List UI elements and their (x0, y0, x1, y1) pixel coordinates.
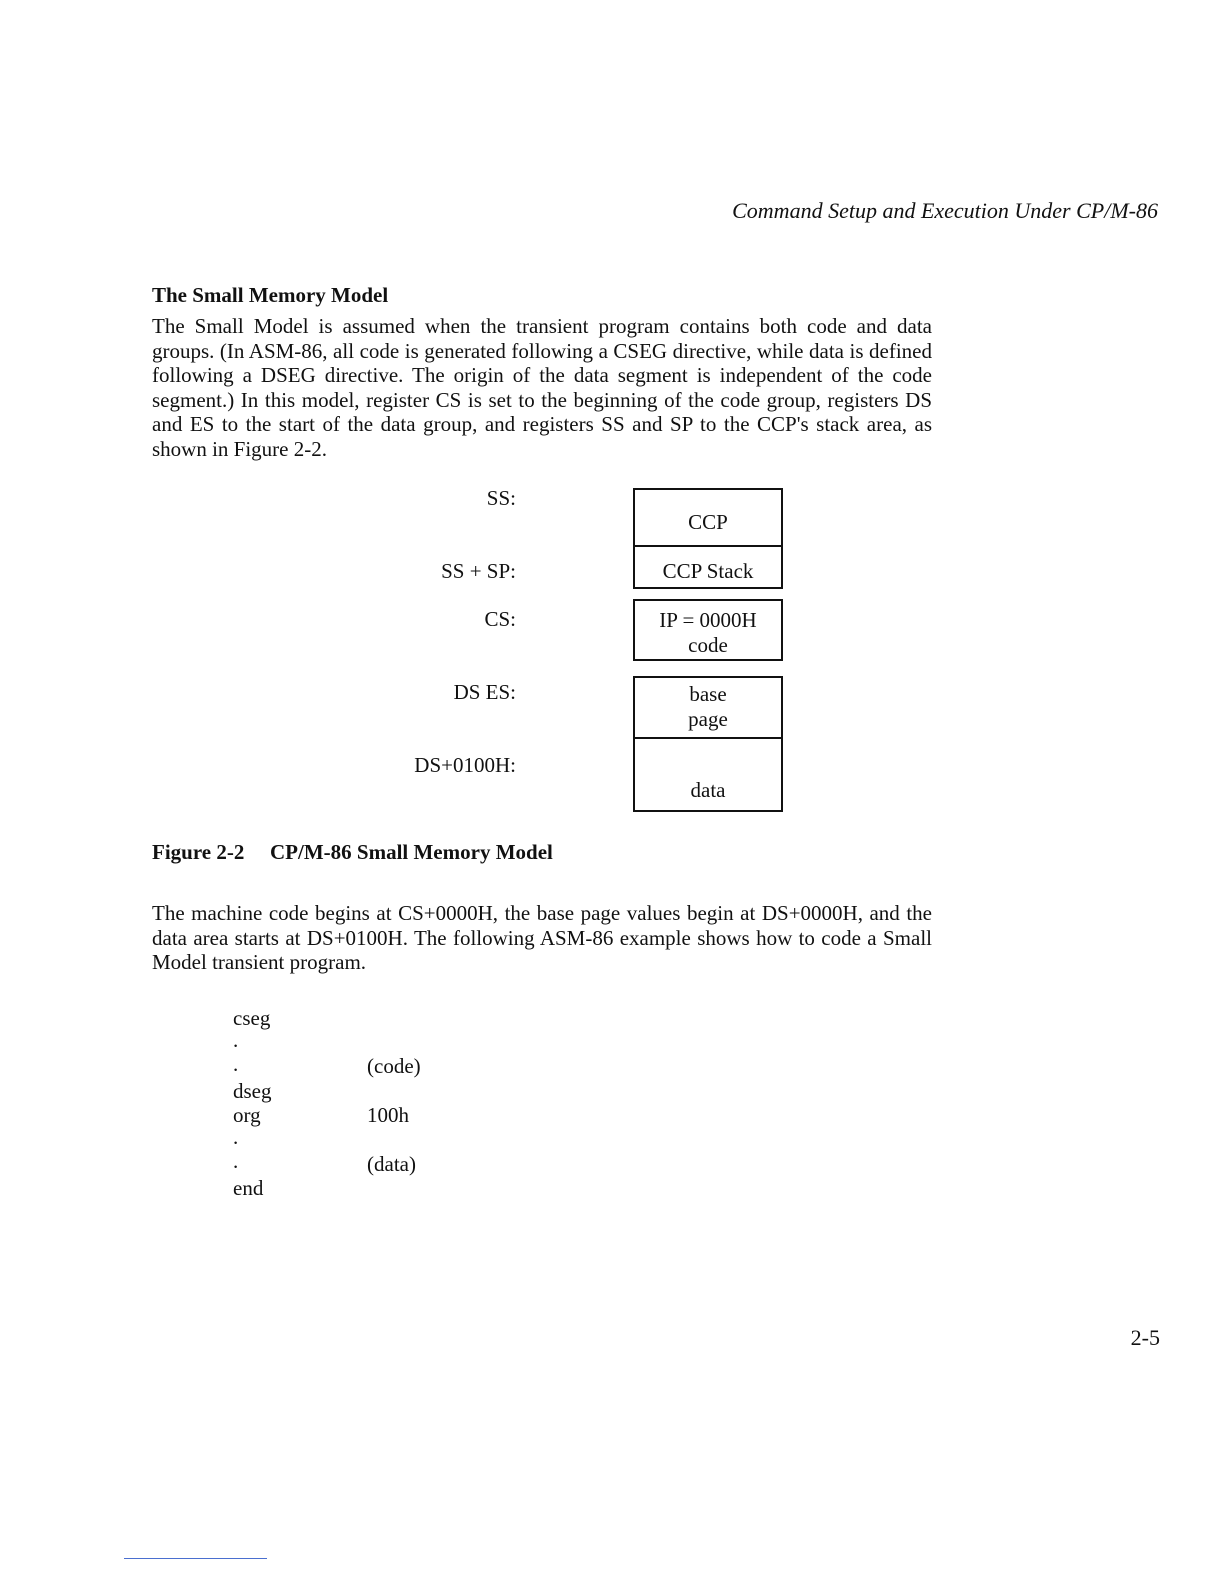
ccp-label: CCP (688, 510, 728, 534)
ccp-divider (635, 545, 781, 547)
code-org-value: 100h (367, 1103, 409, 1127)
code-comment-code: (code) (367, 1054, 421, 1078)
code-line-cseg: cseg (233, 1006, 271, 1030)
code-comment-data: (data) (367, 1152, 416, 1176)
code-line-dot: . (233, 1125, 239, 1149)
footer-rule (124, 1558, 267, 1559)
data-label: data (690, 778, 726, 802)
label-ss-sp: SS + SP: (441, 559, 516, 583)
running-header: Command Setup and Execution Under CP/M-86 (732, 198, 1158, 223)
base-page-divider (635, 737, 781, 739)
ccp-stack-label: CCP Stack (662, 559, 754, 583)
page-number: 2-5 (1130, 1325, 1160, 1350)
code-label: code (688, 633, 728, 657)
code-line-end: end (233, 1176, 264, 1200)
code-line-dot: . (233, 1149, 239, 1173)
label-ss: SS: (486, 486, 516, 510)
page-label: page (688, 707, 728, 731)
figure-number: Figure 2-2 (152, 840, 245, 864)
code-block (633, 599, 783, 661)
code-line-dot: . (233, 1052, 239, 1076)
code-line-org: org (233, 1103, 261, 1127)
code-line-dseg: dseg (233, 1079, 272, 1103)
label-cs: CS: (484, 607, 516, 631)
data-block (633, 676, 783, 812)
label-ds-es: DS ES: (453, 680, 516, 704)
section-title: The Small Memory Model (152, 283, 389, 307)
label-ds-0100h: DS+0100H: (414, 753, 516, 777)
code-line-dot: . (233, 1028, 239, 1052)
ccp-block (633, 488, 783, 589)
intro-paragraph: The Small Model is assumed when the transient program contains both code and data groups. (In ASM-86, all code is generated following a CSEG directive, while data is defined following a DSEG directive. The origin of the data segment is independent of the code segment.) In this model, register CS is set to the beginning of the code group, registers DS and ES to the start of the data group, and registers SS and SP to the CCP's stack area, as shown in Figure 2-2. (152, 314, 932, 461)
base-label: base (689, 682, 727, 706)
figure-caption (152, 840, 553, 865)
ip-label: IP = 0000H (659, 608, 757, 632)
figure-title: CP/M-86 Small Memory Model (270, 840, 553, 864)
explanation-paragraph: The machine code begins at CS+0000H, the base page values begin at DS+0000H, and the data area starts at DS+0100H. The following ASM-86 example shows how to code a Small Model transient program. (152, 901, 932, 974)
